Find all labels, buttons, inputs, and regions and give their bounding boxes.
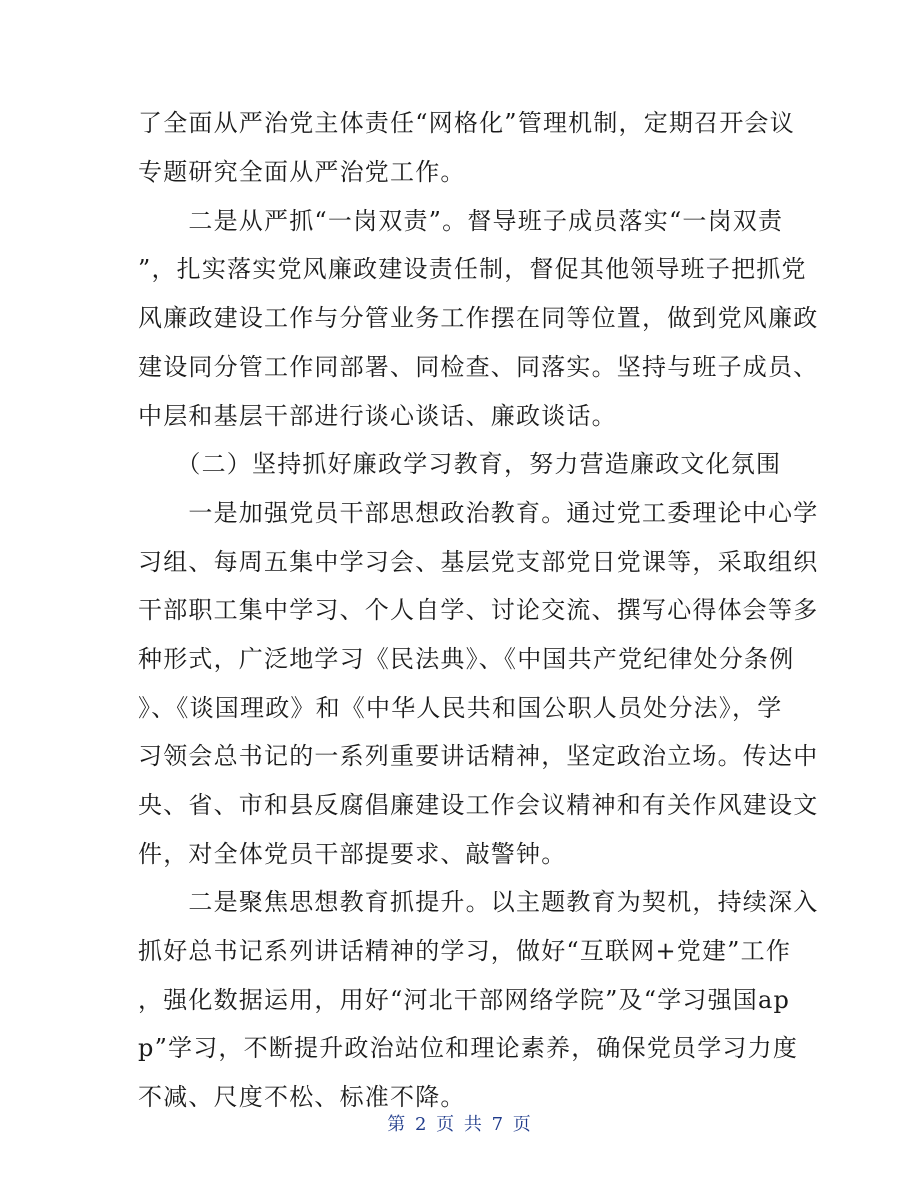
text-line: ”，扎实落实党风廉政建设责任制，督促其他领导班子把抓党 xyxy=(138,255,807,283)
text-line: 件，对全体党员干部提要求、敲警钟。 xyxy=(138,840,567,868)
text-line: 习领会总书记的一系列重要讲话精神，坚定政治立场。传达中 xyxy=(138,742,819,770)
text-line: 习组、每周五集中学习会、基层党支部党日党课等，采取组织 xyxy=(138,548,819,576)
text-line: p”学习，不断提升政治站位和理论素养，确保党员学习力度 xyxy=(138,1034,799,1062)
section-heading: （二）坚持抓好廉政学习教育，努力营造廉政文化氛围 xyxy=(138,450,782,478)
text-line: 央、省、市和县反腐倡廉建设工作会议精神和有关作风建设文 xyxy=(138,791,819,819)
text-line: 二是聚焦思想教育抓提升。以主题教育为契机，持续深入 xyxy=(138,888,819,916)
text-line: 风廉政建设工作与分管业务工作摆在同等位置，做到党风廉政 xyxy=(138,304,819,332)
text-line: 中层和基层干部进行谈心谈话、廉政谈话。 xyxy=(138,402,617,430)
text-line: 专题研究全面从严治党工作。 xyxy=(138,158,466,186)
text-line: 种形式，广泛地学习《民法典》、《中国共产党纪律处分条例 xyxy=(138,645,795,673)
text-line: 不减、尺度不松、标准不降。 xyxy=(138,1083,466,1111)
text-line: 二是从严抓“一岗双责”。督导班子成员落实“一岗双责 xyxy=(138,207,784,235)
text-line: 建设同分管工作同部署、同检查、同落实。坚持与班子成员、 xyxy=(138,353,819,381)
text-line: 抓好总书记系列讲话精神的学习，做好“互联网+党建”工作 xyxy=(138,937,792,965)
text-line: 一是加强党员干部思想政治教育。通过党工委理论中心学 xyxy=(138,499,819,527)
text-line: ，强化数据运用，用好“河北干部网络学院”及“学习强国ap xyxy=(138,986,791,1014)
text-line: 》、《谈国理政》和《中华人民共和国公职人员处分法》，学 xyxy=(138,694,783,722)
text-line: 了全面从严治党主体责任“网格化”管理机制，定期召开会议 xyxy=(138,109,795,137)
text-line: 干部职工集中学习、个人自学、讨论交流、撰写心得体会等多 xyxy=(138,596,819,624)
page-number-footer: 第 2 页 共 7 页 xyxy=(387,1114,533,1135)
